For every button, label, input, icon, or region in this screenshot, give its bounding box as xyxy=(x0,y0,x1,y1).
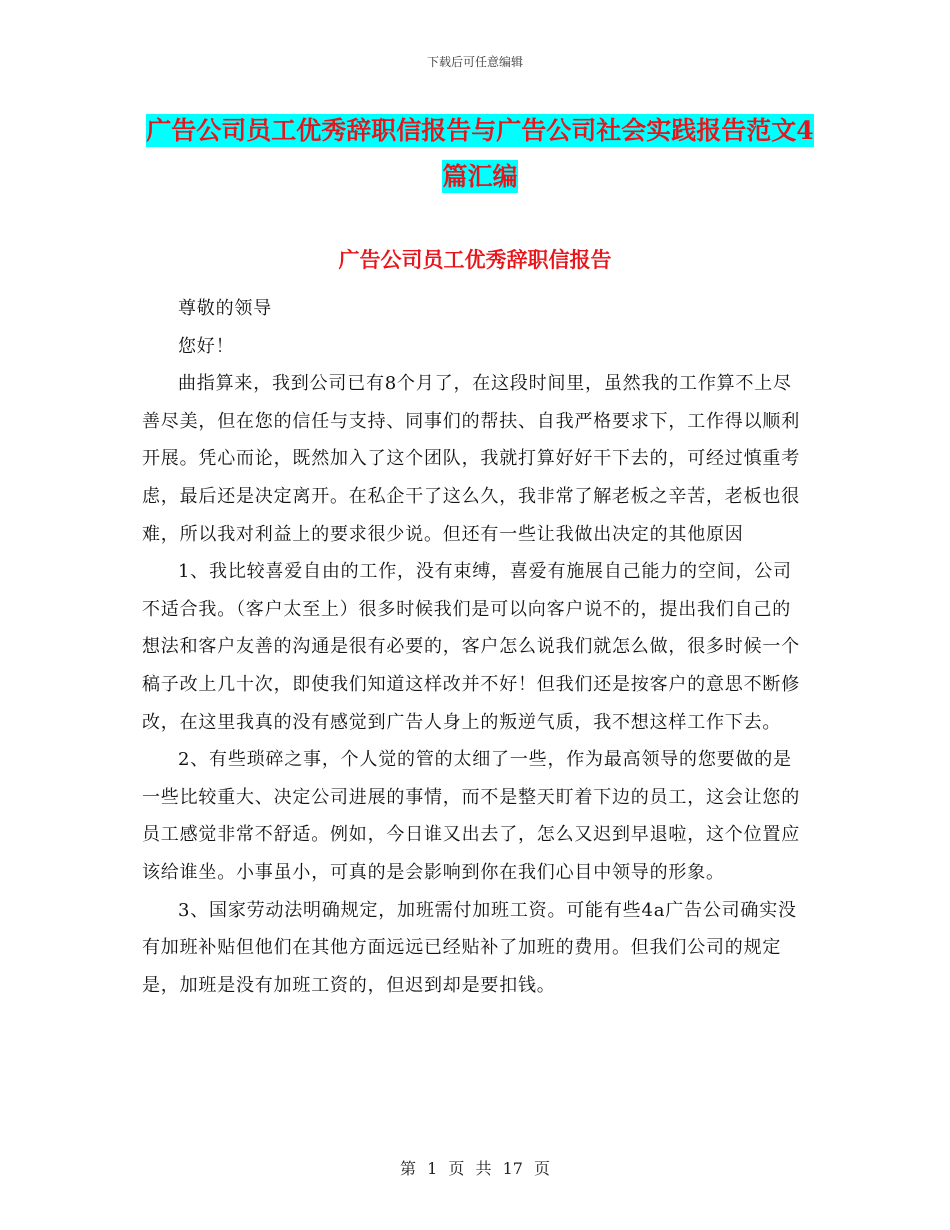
page-number xyxy=(0,1156,950,1179)
paragraph: 曲指算来，我到公司已有8个月了，在这段时间里，虽然我的工作算不上尽善尽美，但在您的信任与支持、同事们的帮扶、自我严格要求下，工作得以顺利开展。凭心而论，既然加入了这个团队，我就打算好好干下去的，可经过慎重考虑，最后还是决定离开。在私企干了这么久，我非常了解老板之辛苦，老板也很难，所以我对利益上的要求很少说。但还有一些让我做出决定的其他原因 xyxy=(142,373,800,545)
paragraph: 3、国家劳动法明确规定，加班需付加班工资。可能有些4a广告公司确实没有加班补贴但他们在其他方面远远已经贴补了加班的费用。但我们公司的规定是，加班是没有加班工资的，但迟到却是要扣钱。 xyxy=(142,899,797,996)
letter-body xyxy=(142,290,808,1004)
section-title: 广告公司员工优秀辞职信报告 xyxy=(338,247,612,272)
total-label: 共 xyxy=(475,1159,492,1178)
header-note: 下载后可任意编辑 xyxy=(426,55,523,69)
total-pages: 17 xyxy=(502,1159,523,1178)
paragraph: 2、有些琐碎之事，个人觉的管的太细了一些，作为最高领导的您要做的是一些比较重大、决定公司进展的事情，而不是整天盯着下边的员工，这会让您的员工感觉非常不舒适。例如，今日谁又出去了，怎么又迟到早退啦，这个位置应该给谁坐。小事虽小，可真的是会影响到你在我们心目中领导的形象。 xyxy=(142,749,800,883)
salutation: 尊敬的领导 xyxy=(178,298,272,319)
current-page: 1 xyxy=(427,1159,438,1178)
greeting: 您好！ xyxy=(178,335,235,357)
page-label-mid: 页 xyxy=(448,1159,465,1178)
document-title-text: 广告公司员工优秀辞职信报告与广告公司社会实践报告范文4篇汇编 xyxy=(146,116,814,191)
paragraph: 1、我比较喜爱自由的工作，没有束缚，喜爱有施展自己能力的空间，公司不适合我。（客户太至上）很多时候我们是可以向客户说不的，提出我们自己的想法和客户友善的沟通是很有必要的，客户怎么说我们就怎么做，很多时候一个稿子改上几十次，即使我们知道这样改并不好！但我们还是按客户的意思不断修改，在这里我真的没有感觉到广告人身上的叛逆气质，我不想这样工作下去。 xyxy=(142,561,800,733)
document-title xyxy=(140,108,820,200)
page-label-prefix: 第 xyxy=(399,1159,416,1178)
page-label-suffix: 页 xyxy=(534,1159,551,1178)
